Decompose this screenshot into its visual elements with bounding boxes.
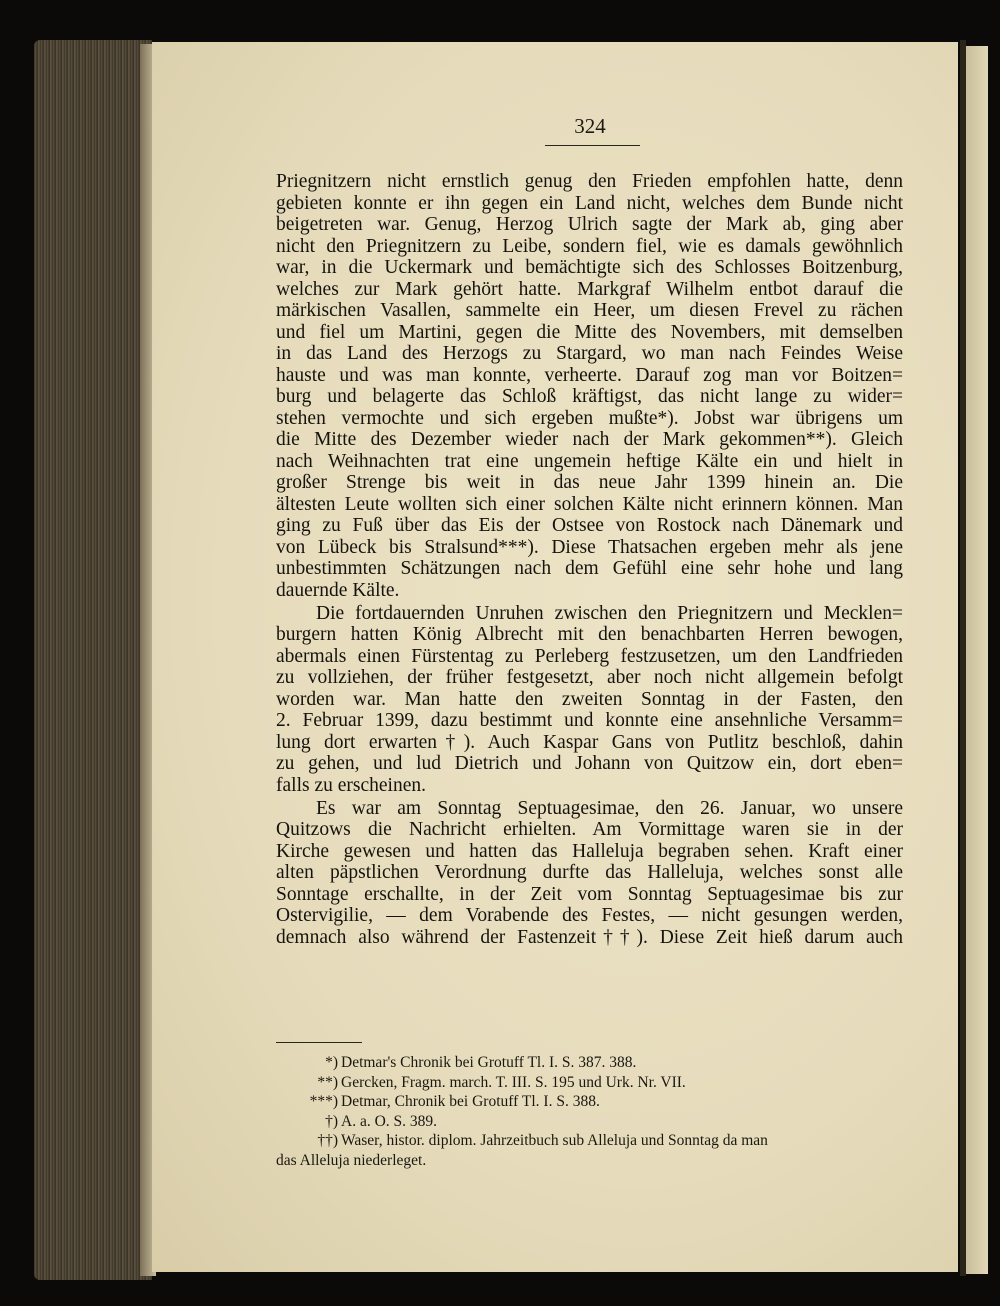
book-page-stack: [34, 40, 152, 1280]
text-line: Priegnitzern nicht ernstlich genug den Frieden empfohlen hatte, denn: [276, 171, 903, 192]
footnote: [276, 1053, 903, 1073]
footnote-text: Detmar, Chronik bei Grotuff Tl. I. S. 388.: [341, 1093, 600, 1111]
page-number-rule: [545, 145, 640, 146]
footnote-text: Waser, histor. diplom. Jahrzeitbuch sub Alleluja und Sonntag da man: [341, 1132, 768, 1150]
footnote-rule: [276, 1042, 362, 1043]
text-line: Ostervigilie, — dem Vorabende des Festes, — nicht gesungen werden,: [276, 905, 903, 926]
text-line: Es war am Sonntag Septuagesimae, den 26. Januar, wo unsere: [316, 797, 903, 819]
footnote-continuation: das Alleluja niederleget.: [276, 1151, 427, 1169]
facing-page-sliver: [966, 46, 988, 1274]
footnote-mark: **): [317, 1073, 338, 1091]
footnote: [276, 1092, 903, 1112]
footnote-mark: ***): [309, 1093, 338, 1111]
footnote-mark: ††): [317, 1132, 338, 1150]
text-line: abermals einen Fürstentag zu Perleberg festzusetzen, um den Landfrieden: [276, 645, 903, 667]
footnote: [276, 1112, 903, 1132]
text-line: und fiel um Martini, gegen die Mitte des Novembers, mit demselben: [276, 321, 903, 343]
text-line: ältesten Leute wollten sich einer solchen Kälte nicht erinnern können. Man: [276, 493, 903, 515]
footnote-text: A. a. O. S. 389.: [341, 1112, 438, 1130]
page-number: 324: [574, 114, 606, 138]
text-line: hauste und was man konnte, verheerte. Darauf zog man vor Boitzen=: [276, 364, 903, 386]
footnote: [276, 1131, 903, 1151]
text-line: zu gehen, und lud Dietrich und Johann von Quitzow ein, dort eben=: [276, 753, 903, 774]
text-line: burgern hatten König Albrecht mit den benachbarten Herren bewogen,: [276, 624, 903, 645]
text-line: burg und belagerte das Schloß kräftigst, das nicht lange zu wider=: [276, 386, 903, 407]
text-line: Quitzows die Nachricht erhielten. Am Vormittage waren sie in der: [276, 819, 903, 840]
text-line: Kirche gewesen und hatten das Halleluja begraben sehen. Kraft einer: [276, 840, 903, 862]
text-line: in das Land des Herzogs zu Stargard, wo man nach Feindes Weise: [276, 343, 903, 364]
text-line: unbestimmten Schätzungen nach dem Gefühl eine sehr hohe und lang: [276, 558, 903, 579]
text-line: stehen vermochte und sich ergeben mußte*). Jobst war übrigens um: [276, 407, 903, 429]
text-line: lung dort erwarten†). Auch Kaspar Gans von Putlitz beschloß, dahin: [276, 731, 903, 753]
text-line: ging zu Fuß über das Eis der Ostsee von Rostock nach Dänemark und: [276, 515, 903, 536]
footnotes: [276, 1053, 903, 1171]
text-line: falls zu erscheinen.: [276, 774, 426, 796]
text-line: großer Strenge bis weit in das neue Jahr 1399 hinein an. Die: [276, 472, 903, 493]
footnote-text: Gercken, Fragm. march. T. III. S. 195 und Urk. Nr. VII.: [341, 1073, 686, 1091]
text-line: dauernde Kälte.: [276, 579, 400, 601]
text-line: 2. Februar 1399, dazu bestimmt und konnte eine ansehnliche Versamm=: [276, 710, 903, 731]
footnote-mark: *): [325, 1054, 338, 1071]
text-line: nicht den Priegnitzern zu Leibe, sondern fiel, wie es damals gewöhnlich: [276, 235, 903, 257]
text-line: märkischen Vasallen, sammelte ein Heer, um diesen Frevel zu rächen: [276, 300, 903, 321]
text-line: war, in die Uckermark und bemächtigte sich des Schlosses Boitzenburg,: [276, 257, 903, 278]
body-text: [276, 171, 903, 950]
text-line: Sonntage erschallte, in der Zeit vom Sonntag Septuagesimae bis zur: [276, 883, 903, 905]
text-line: alten päpstlichen Verordnung durfte das Halleluja, welches sonst alle: [276, 862, 903, 883]
footnote-mark: †): [325, 1112, 338, 1130]
text-line: worden war. Man hatte den zweiten Sonntag in der Fasten, den: [276, 688, 903, 710]
text-line: nach Weihnachten trat eine ungemein heftige Kälte ein und hielt in: [276, 450, 903, 472]
footnote-text: Detmar's Chronik bei Grotuff Tl. I. S. 387. 388.: [341, 1054, 637, 1071]
text-line: welches zur Mark gehört hatte. Markgraf Wilhelm entbot darauf die: [276, 278, 903, 300]
paragraph: [276, 798, 903, 949]
text-line: beigetreten war. Genug, Herzog Ulrich sagte der Mark ab, ging aber: [276, 214, 903, 235]
paragraph: [276, 603, 903, 797]
text-line: die Mitte des Dezember wieder nach der Mark gekommen**). Gleich: [276, 429, 903, 450]
text-line: Die fortdauernden Unruhen zwischen den Priegnitzern und Mecklen=: [316, 602, 903, 624]
paragraph: [276, 171, 903, 601]
text-line: zu vollziehen, der früher festgesetzt, aber noch nicht allgemein befolgt: [276, 667, 903, 688]
text-line: gebieten konnte er ihn gegen ein Land nicht, welches dem Bunde nicht: [276, 192, 903, 214]
text-line: demnach also während der Fastenzeit††). Diese Zeit hieß darum auch: [276, 926, 903, 948]
text-line: von Lübeck bis Stralsund***). Diese Thatsachen ergeben mehr als jene: [276, 536, 903, 558]
footnote: [276, 1073, 903, 1093]
